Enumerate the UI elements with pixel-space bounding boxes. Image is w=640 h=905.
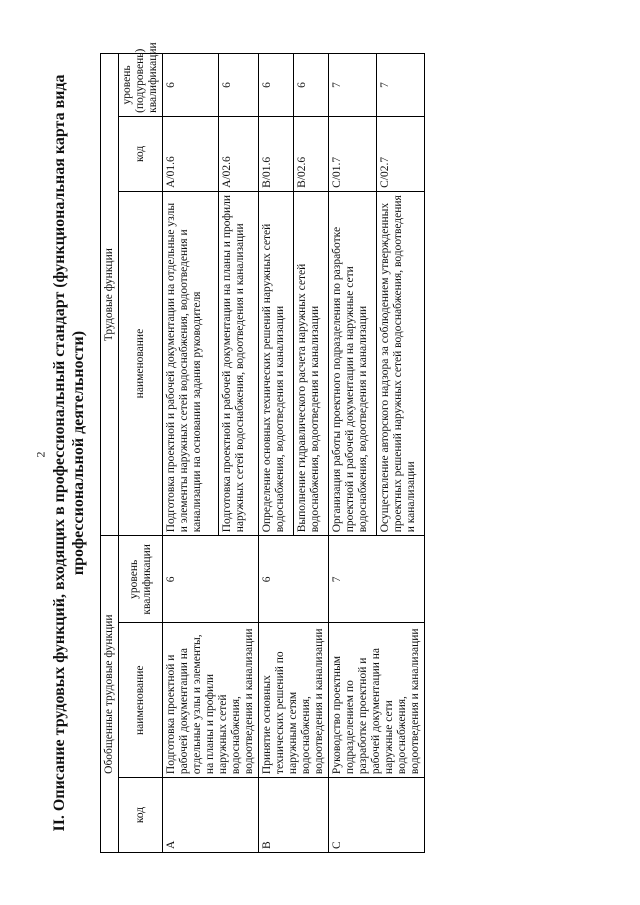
function-code: C/02.7 — [377, 116, 425, 191]
table-row — [259, 54, 294, 853]
function-level: 6 — [163, 54, 219, 117]
group-level: 7 — [329, 536, 425, 623]
group-code: B — [259, 778, 329, 853]
col-header-func-level: уровень (подуровень) квалификации — [119, 54, 163, 117]
group-code: A — [163, 778, 259, 853]
group-name: Принятие основных технических решений по наружным сетям водоснабжения, водоотведения и канализации — [259, 623, 329, 778]
group-name: Руководство проектным подразделением по разработке проектной и рабочей документации на наружные сети водоснабжения, водоотведения и канализации — [329, 623, 425, 778]
function-code: C/01.7 — [329, 116, 377, 191]
page-number: 2 — [33, 451, 48, 458]
generalized-functions-header: Обобщенные трудовые функции — [101, 536, 119, 853]
function-level: 7 — [329, 54, 377, 117]
function-level: 6 — [259, 54, 294, 117]
group-name: Подготовка проектной и рабочей документации на отдельные узлы и элементы, на планы и профили наружных сетей водоснабжения, водоотведения и канализации — [163, 623, 259, 778]
function-name: Выполнение гидравлического расчета наружных сетей водоснабжения, водоотведения и канализации — [294, 191, 329, 535]
function-name: Подготовка проектной и рабочей документации на планы и профили наружных сетей водоснабжения, водоотведения и канализации — [219, 191, 259, 535]
function-level: 6 — [294, 54, 329, 117]
function-name: Определение основных технических решений наружных сетей водоснабжения, водоотведения и канализации — [259, 191, 294, 535]
table-row — [329, 54, 377, 853]
function-name: Осуществление авторского надзора за соблюдением утвержденных проектных решений наружных сетей водоснабжения, водоотведения и канализации — [377, 191, 425, 535]
function-level: 6 — [219, 54, 259, 117]
function-name: Подготовка проектной и рабочей документации на отдельные узлы и элементы наружных сетей водоснабжения, водоотведения и канализации на основании задания руководителя — [163, 191, 219, 535]
col-header-gen-level: уровень квалификации — [119, 536, 163, 623]
header-row-2 — [119, 54, 163, 853]
header-row-1 — [101, 54, 119, 853]
col-header-gen-name: наименование — [119, 623, 163, 778]
function-code: A/02.6 — [219, 116, 259, 191]
col-header-func-code: код — [119, 116, 163, 191]
col-header-gen-code: код — [119, 778, 163, 853]
function-code: B/02.6 — [294, 116, 329, 191]
labor-functions-header: Трудовые функции — [101, 54, 119, 536]
functional-map-table — [100, 42, 425, 853]
group-code: C — [329, 778, 425, 853]
table-row — [163, 54, 219, 853]
rotated-page-content — [50, 43, 570, 863]
function-level: 7 — [377, 54, 425, 117]
function-code: B/01.6 — [259, 116, 294, 191]
section-title: II. Описание трудовых функций, входящих в профессиональный стандарт (функциональная карта вида профессиональной деятельности) — [51, 74, 87, 832]
function-code: A/01.6 — [163, 116, 219, 191]
group-level: 6 — [259, 536, 329, 623]
col-header-func-name: наименование — [119, 191, 163, 535]
function-name: Организация работы проектного подразделения по разработке проектной и рабочей документации на наружные сети водоснабжения, водоотведения и канализации — [329, 191, 377, 535]
group-level: 6 — [163, 536, 259, 623]
